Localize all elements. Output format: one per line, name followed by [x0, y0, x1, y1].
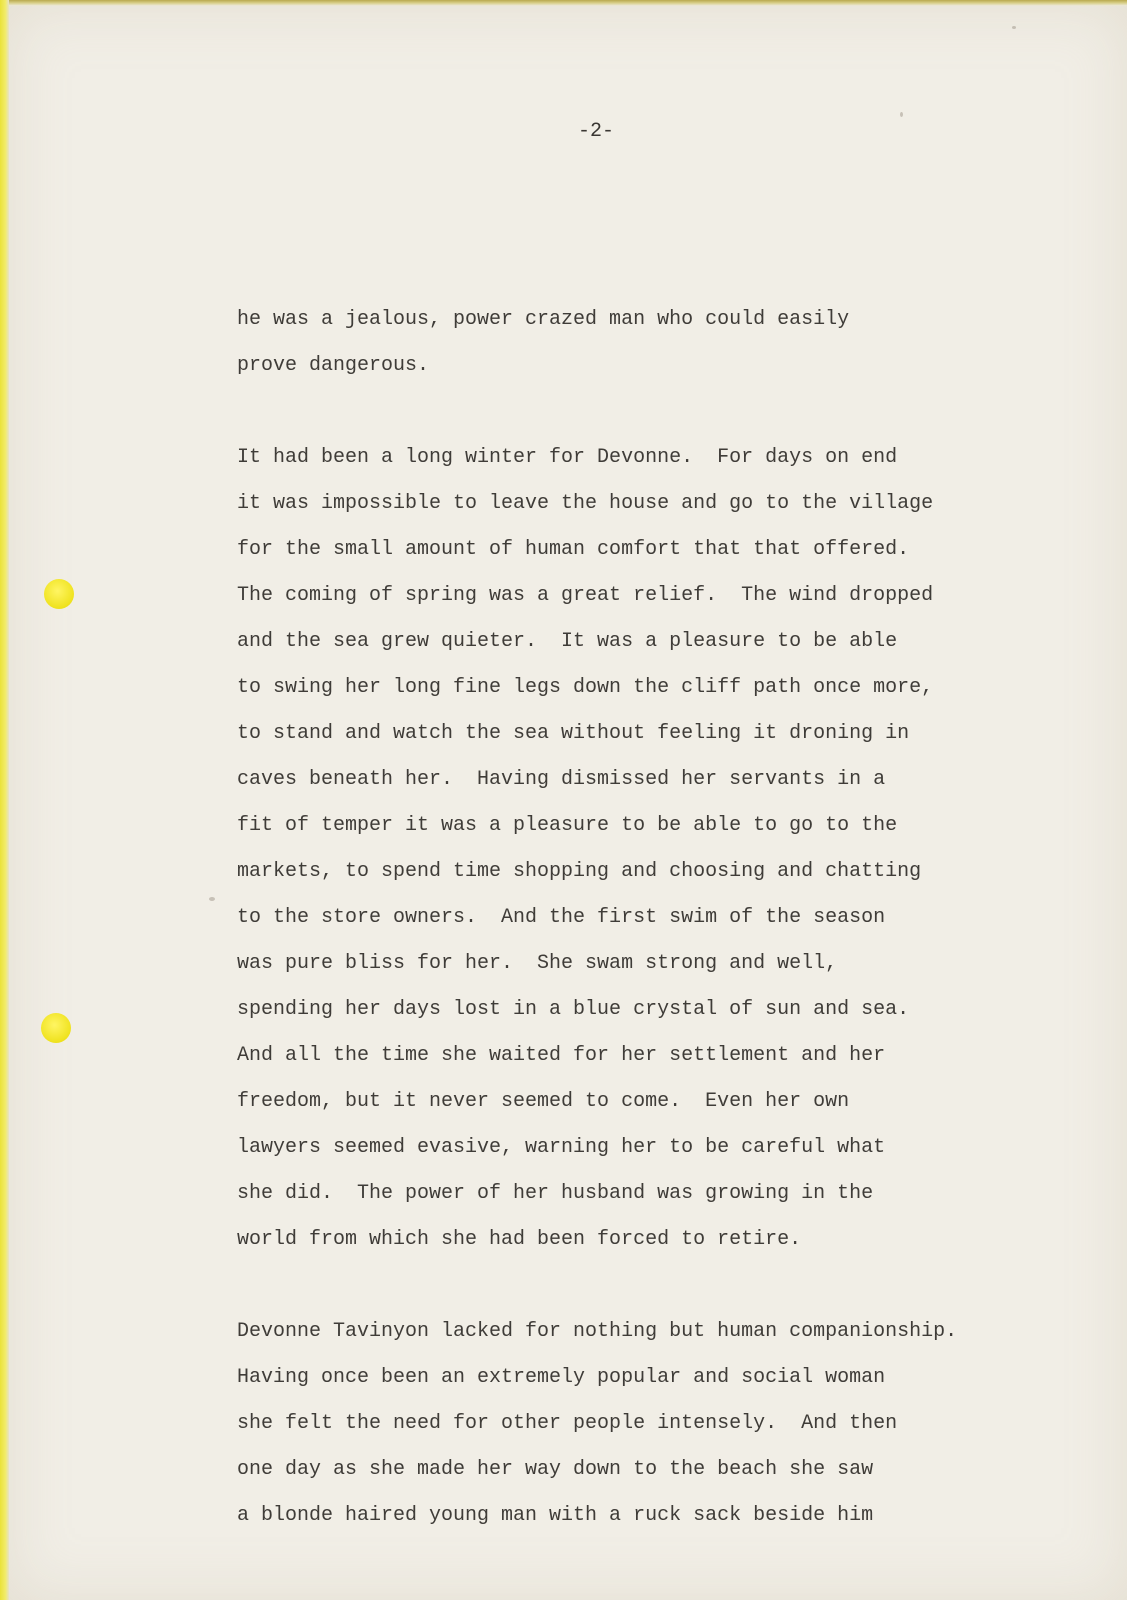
text-line: she did. The power of her husband was growing in the	[237, 1182, 874, 1205]
text-line: markets, to spend time shopping and choosing and chatting	[237, 860, 922, 883]
text-line: she felt the need for other people intensely. And then	[237, 1412, 898, 1435]
text-line: a blonde haired young man with a ruck sack beside him	[237, 1504, 874, 1527]
text-line: The coming of spring was a great relief. The wind dropped	[237, 584, 934, 607]
text-line: world from which she had been forced to retire.	[237, 1228, 802, 1251]
punch-hole-top	[44, 579, 74, 609]
text-line: to the store owners. And the first swim of the season	[237, 906, 886, 929]
paper-speck	[209, 897, 215, 901]
paragraph-gap	[237, 1263, 1097, 1309]
text-line: to swing her long fine legs down the cliff path once more,	[237, 676, 934, 699]
text-line: spending her days lost in a blue crystal of sun and sea.	[237, 998, 910, 1021]
yellow-folder-edge	[0, 0, 9, 1600]
text-line: lawyers seemed evasive, warning her to be careful what	[237, 1136, 886, 1159]
paragraph	[237, 297, 1097, 389]
typed-text-body	[237, 297, 1097, 1539]
text-line: for the small amount of human comfort that that offered.	[237, 538, 910, 561]
paper-speck	[1012, 26, 1016, 29]
text-line: it was impossible to leave the house and go to the village	[237, 492, 934, 515]
text-line: It had been a long winter for Devonne. For days on end	[237, 446, 898, 469]
text-line: Devonne Tavinyon lacked for nothing but human companionship.	[237, 1320, 958, 1343]
text-line: to stand and watch the sea without feeling it droning in	[237, 722, 910, 745]
text-line: he was a jealous, power crazed man who could easily	[237, 308, 850, 331]
text-line: freedom, but it never seemed to come. Even her own	[237, 1090, 850, 1113]
paragraph	[237, 435, 1097, 1263]
text-line: fit of temper it was a pleasure to be able to go to the	[237, 814, 898, 837]
text-line: Having once been an extremely popular and social woman	[237, 1366, 886, 1389]
paper-speck	[900, 112, 903, 117]
text-line: one day as she made her way down to the beach she saw	[237, 1458, 874, 1481]
text-line: caves beneath her. Having dismissed her servants in a	[237, 768, 886, 791]
text-line: and the sea grew quieter. It was a pleasure to be able	[237, 630, 898, 653]
top-paper-edge	[0, 0, 1127, 6]
text-line: And all the time she waited for her settlement and her	[237, 1044, 886, 1067]
text-line: was pure bliss for her. She swam strong and well,	[237, 952, 838, 975]
paragraph	[237, 1309, 1097, 1539]
paragraph-gap	[237, 389, 1097, 435]
text-line: prove dangerous.	[237, 354, 430, 377]
punch-hole-bottom	[41, 1013, 71, 1043]
page-number: -2-	[578, 120, 615, 143]
